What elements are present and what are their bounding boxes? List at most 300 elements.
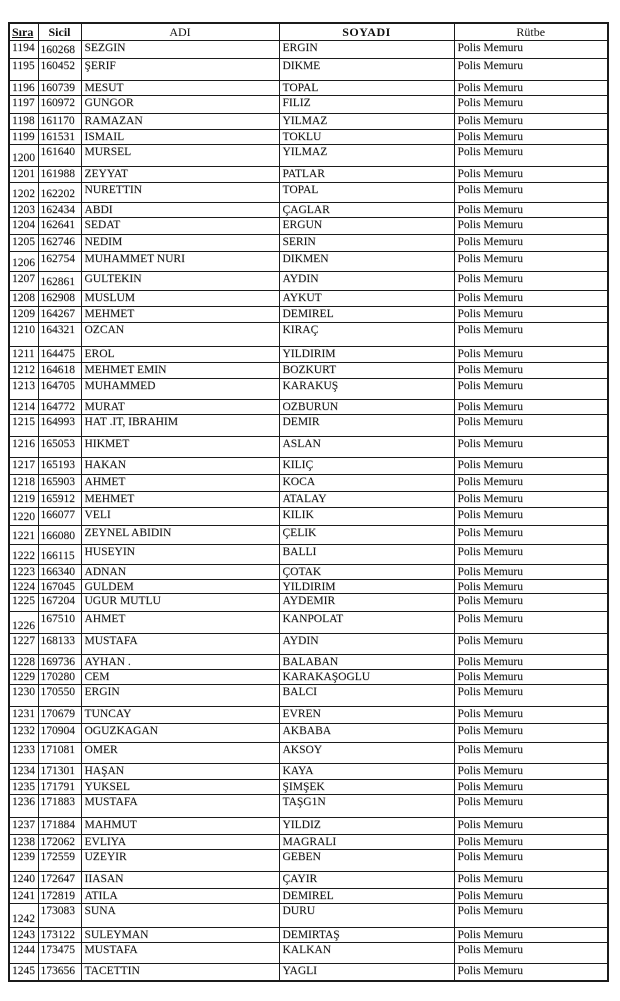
cell-soyadi: YAGLI	[279, 964, 454, 981]
cell-sicil: 171883	[38, 795, 81, 818]
table-row	[9, 707, 608, 724]
cell-adi: YUKSEL	[81, 780, 279, 795]
cell-sira: 1245	[9, 964, 38, 981]
cell-soyadi: PATLAR	[279, 166, 454, 182]
cell-adi: TUNCAY	[81, 707, 279, 724]
cell-sira: 1237	[9, 818, 38, 835]
cell-sicil: 171081	[38, 743, 81, 764]
cell-adi: SULEYMAN	[81, 928, 279, 943]
cell-sicil: 168133	[38, 634, 81, 655]
cell-soyadi: ERGIN	[279, 41, 454, 59]
cell-sicil: 165193	[38, 457, 81, 474]
cell-adi: MUSLUM	[81, 290, 279, 306]
cell-adi: ZEYYAT	[81, 166, 279, 182]
cell-adi: VELI	[81, 507, 279, 525]
table-row	[9, 457, 608, 474]
table-row	[9, 491, 608, 507]
column-header-rutbe: Rütbe	[454, 23, 608, 41]
cell-sira: 1227	[9, 634, 38, 655]
cell-sicil: 170550	[38, 685, 81, 707]
cell-rutbe: Polis Memuru	[454, 835, 608, 850]
table-row	[9, 818, 608, 835]
cell-adi: AHMET	[81, 612, 279, 634]
cell-soyadi: DIKMEN	[279, 251, 454, 271]
table-row	[9, 655, 608, 670]
cell-sicil: 170904	[38, 724, 81, 743]
cell-sicil: 162202	[38, 182, 81, 202]
cell-rutbe: Polis Memuru	[454, 271, 608, 290]
cell-adi: UGUR MUTLU	[81, 594, 279, 612]
cell-adi: NEDIM	[81, 234, 279, 251]
cell-sira: 1234	[9, 764, 38, 780]
cell-adi: HAŞAN	[81, 764, 279, 780]
cell-soyadi: DEMIRTAŞ	[279, 928, 454, 943]
cell-sira: 1199	[9, 129, 38, 144]
cell-sira: 1229	[9, 670, 38, 685]
cell-rutbe: Polis Memuru	[454, 818, 608, 835]
cell-soyadi: TOPAL	[279, 182, 454, 202]
cell-adi: MEHMET	[81, 491, 279, 507]
cell-sira: 1233	[9, 743, 38, 764]
cell-sira: 1219	[9, 491, 38, 507]
cell-sira: 1215	[9, 414, 38, 436]
cell-sira: 1197	[9, 95, 38, 113]
cell-sicil: 167045	[38, 579, 81, 594]
cell-sira: 1243	[9, 928, 38, 943]
cell-adi: MAHMUT	[81, 818, 279, 835]
cell-sicil: 160972	[38, 95, 81, 113]
cell-adi: HIKMET	[81, 436, 279, 457]
cell-rutbe: Polis Memuru	[454, 251, 608, 271]
cell-rutbe: Polis Memuru	[454, 436, 608, 457]
cell-sicil: 160452	[38, 59, 81, 81]
cell-soyadi: BALABAN	[279, 655, 454, 670]
cell-sicil: 162861	[38, 271, 81, 290]
table-row	[9, 889, 608, 904]
cell-rutbe: Polis Memuru	[454, 144, 608, 166]
cell-adi: ABDI	[81, 202, 279, 217]
cell-sicil: 164705	[38, 378, 81, 399]
cell-adi: HAKAN	[81, 457, 279, 474]
cell-adi: RAMAZAN	[81, 113, 279, 129]
cell-soyadi: YILDIRIM	[279, 579, 454, 594]
cell-rutbe: Polis Memuru	[454, 685, 608, 707]
cell-soyadi: OZBURUN	[279, 399, 454, 414]
cell-rutbe: Polis Memuru	[454, 850, 608, 872]
cell-adi: EROL	[81, 346, 279, 362]
cell-sicil: 165053	[38, 436, 81, 457]
cell-adi: UZEYIR	[81, 850, 279, 872]
cell-rutbe: Polis Memuru	[454, 655, 608, 670]
cell-sira: 1222	[9, 544, 38, 564]
cell-rutbe: Polis Memuru	[454, 564, 608, 579]
cell-sicil: 172819	[38, 889, 81, 904]
cell-soyadi: DURU	[279, 904, 454, 928]
cell-sira: 1228	[9, 655, 38, 670]
cell-rutbe: Polis Memuru	[454, 707, 608, 724]
cell-rutbe: Polis Memuru	[454, 41, 608, 59]
cell-sicil: 162754	[38, 251, 81, 271]
cell-soyadi: FILIZ	[279, 95, 454, 113]
cell-sicil: 172062	[38, 835, 81, 850]
cell-rutbe: Polis Memuru	[454, 166, 608, 182]
table-row	[9, 306, 608, 322]
cell-sicil: 166077	[38, 507, 81, 525]
cell-soyadi: BOZKURT	[279, 362, 454, 378]
cell-adi: HAT .IT, IBRAHIM	[81, 414, 279, 436]
cell-adi: NURETTIN	[81, 182, 279, 202]
cell-sira: 1244	[9, 943, 38, 964]
cell-soyadi: KOCA	[279, 474, 454, 491]
cell-sicil: 162746	[38, 234, 81, 251]
cell-sicil: 166340	[38, 564, 81, 579]
cell-soyadi: KILIK	[279, 507, 454, 525]
cell-rutbe: Polis Memuru	[454, 322, 608, 346]
table-row	[9, 182, 608, 202]
cell-rutbe: Polis Memuru	[454, 544, 608, 564]
cell-soyadi: DEMIREL	[279, 889, 454, 904]
table-row	[9, 234, 608, 251]
cell-sira: 1223	[9, 564, 38, 579]
cell-adi: MUSTAFA	[81, 795, 279, 818]
cell-adi: MUHAMMET NURI	[81, 251, 279, 271]
table-row	[9, 634, 608, 655]
cell-adi: ŞERIF	[81, 59, 279, 81]
cell-adi: GULTEKIN	[81, 271, 279, 290]
cell-soyadi: AYDIN	[279, 634, 454, 655]
cell-soyadi: TAŞG1N	[279, 795, 454, 818]
cell-soyadi: ATALAY	[279, 491, 454, 507]
cell-sira: 1226	[9, 612, 38, 634]
table-row	[9, 670, 608, 685]
cell-soyadi: DEMIREL	[279, 306, 454, 322]
cell-soyadi: KANPOLAT	[279, 612, 454, 634]
cell-sicil: 171884	[38, 818, 81, 835]
cell-rutbe: Polis Memuru	[454, 634, 608, 655]
cell-sira: 1212	[9, 362, 38, 378]
cell-sira: 1207	[9, 271, 38, 290]
table-row	[9, 41, 608, 59]
column-header-soyadi: SOYADI	[279, 23, 454, 41]
cell-sicil: 166080	[38, 525, 81, 544]
table-row	[9, 399, 608, 414]
cell-adi: MESUT	[81, 81, 279, 96]
cell-sicil: 172647	[38, 872, 81, 889]
table-row	[9, 166, 608, 182]
cell-adi: GULDEM	[81, 579, 279, 594]
cell-soyadi: YILDIRIM	[279, 346, 454, 362]
cell-soyadi: ÇAGLAR	[279, 202, 454, 217]
cell-sira: 1201	[9, 166, 38, 182]
cell-sicil: 173475	[38, 943, 81, 964]
cell-soyadi: AKBABA	[279, 724, 454, 743]
cell-soyadi: ÇELIK	[279, 525, 454, 544]
cell-adi: SEZGIN	[81, 41, 279, 59]
table-row	[9, 964, 608, 981]
cell-rutbe: Polis Memuru	[454, 507, 608, 525]
cell-sira: 1198	[9, 113, 38, 129]
cell-rutbe: Polis Memuru	[454, 217, 608, 234]
cell-soyadi: AYKUT	[279, 290, 454, 306]
cell-sira: 1241	[9, 889, 38, 904]
cell-rutbe: Polis Memuru	[454, 474, 608, 491]
cell-sira: 1214	[9, 399, 38, 414]
cell-adi: SUNA	[81, 904, 279, 928]
cell-sira: 1235	[9, 780, 38, 795]
cell-adi: ISMAIL	[81, 129, 279, 144]
cell-adi: ATILA	[81, 889, 279, 904]
cell-soyadi: GEBEN	[279, 850, 454, 872]
cell-sicil: 164993	[38, 414, 81, 436]
header-row	[9, 23, 608, 41]
table-row	[9, 129, 608, 144]
cell-adi: TACETTIN	[81, 964, 279, 981]
table-row	[9, 564, 608, 579]
cell-sira: 1225	[9, 594, 38, 612]
cell-sicil: 171791	[38, 780, 81, 795]
cell-sira: 1242	[9, 904, 38, 928]
table-row	[9, 928, 608, 943]
table-row	[9, 271, 608, 290]
table-row	[9, 780, 608, 795]
cell-rutbe: Polis Memuru	[454, 362, 608, 378]
table-row	[9, 95, 608, 113]
cell-sira: 1209	[9, 306, 38, 322]
cell-sira: 1208	[9, 290, 38, 306]
table-row	[9, 943, 608, 964]
table-row	[9, 144, 608, 166]
cell-rutbe: Polis Memuru	[454, 594, 608, 612]
cell-rutbe: Polis Memuru	[454, 724, 608, 743]
cell-soyadi: YILDIZ	[279, 818, 454, 835]
cell-sicil: 160268	[38, 41, 81, 59]
cell-soyadi: KIRAÇ	[279, 322, 454, 346]
cell-sira: 1213	[9, 378, 38, 399]
cell-rutbe: Polis Memuru	[454, 764, 608, 780]
table-row	[9, 59, 608, 81]
cell-sira: 1224	[9, 579, 38, 594]
cell-rutbe: Polis Memuru	[454, 904, 608, 928]
cell-rutbe: Polis Memuru	[454, 743, 608, 764]
table-row	[9, 202, 608, 217]
cell-soyadi: EVREN	[279, 707, 454, 724]
cell-adi: ADNAN	[81, 564, 279, 579]
cell-rutbe: Polis Memuru	[454, 306, 608, 322]
cell-rutbe: Polis Memuru	[454, 943, 608, 964]
table-row	[9, 414, 608, 436]
cell-adi: CEM	[81, 670, 279, 685]
cell-soyadi: ÇOTAK	[279, 564, 454, 579]
cell-sira: 1220	[9, 507, 38, 525]
cell-sicil: 167204	[38, 594, 81, 612]
cell-soyadi: ERGUN	[279, 217, 454, 234]
cell-soyadi: KALKAN	[279, 943, 454, 964]
table-row	[9, 346, 608, 362]
cell-rutbe: Polis Memuru	[454, 525, 608, 544]
cell-sicil: 173122	[38, 928, 81, 943]
cell-adi: MEHMET EMIN	[81, 362, 279, 378]
cell-soyadi: MAGRALI	[279, 835, 454, 850]
cell-rutbe: Polis Memuru	[454, 346, 608, 362]
cell-rutbe: Polis Memuru	[454, 579, 608, 594]
cell-sira: 1210	[9, 322, 38, 346]
table-row	[9, 474, 608, 491]
cell-sira: 1218	[9, 474, 38, 491]
cell-sira: 1202	[9, 182, 38, 202]
cell-sira: 1238	[9, 835, 38, 850]
table-row	[9, 904, 608, 928]
cell-sicil: 171301	[38, 764, 81, 780]
cell-sicil: 165912	[38, 491, 81, 507]
cell-sira: 1203	[9, 202, 38, 217]
cell-sira: 1230	[9, 685, 38, 707]
cell-soyadi: AKSOY	[279, 743, 454, 764]
cell-rutbe: Polis Memuru	[454, 795, 608, 818]
cell-soyadi: DIKME	[279, 59, 454, 81]
cell-soyadi: TOKLU	[279, 129, 454, 144]
cell-sicil: 164618	[38, 362, 81, 378]
cell-sicil: 172559	[38, 850, 81, 872]
cell-rutbe: Polis Memuru	[454, 81, 608, 96]
cell-sira: 1231	[9, 707, 38, 724]
table-row	[9, 544, 608, 564]
table-row	[9, 507, 608, 525]
table-body	[9, 41, 608, 981]
table-row	[9, 378, 608, 399]
cell-rutbe: Polis Memuru	[454, 113, 608, 129]
cell-rutbe: Polis Memuru	[454, 399, 608, 414]
cell-soyadi: BALCI	[279, 685, 454, 707]
personnel-table	[8, 22, 609, 982]
cell-sicil: 167510	[38, 612, 81, 634]
table-row	[9, 579, 608, 594]
cell-soyadi: KARAKAŞOGLU	[279, 670, 454, 685]
cell-adi: SEDAT	[81, 217, 279, 234]
cell-rutbe: Polis Memuru	[454, 95, 608, 113]
cell-sicil: 161988	[38, 166, 81, 182]
cell-sicil: 170280	[38, 670, 81, 685]
table-row	[9, 795, 608, 818]
table-row	[9, 217, 608, 234]
cell-adi: OGUZKAGAN	[81, 724, 279, 743]
cell-soyadi: KARAKUŞ	[279, 378, 454, 399]
cell-rutbe: Polis Memuru	[454, 457, 608, 474]
cell-rutbe: Polis Memuru	[454, 129, 608, 144]
cell-adi: HUSEYIN	[81, 544, 279, 564]
cell-sira: 1200	[9, 144, 38, 166]
cell-sicil: 161170	[38, 113, 81, 129]
cell-adi: MUSTAFA	[81, 634, 279, 655]
cell-adi: MURSEL	[81, 144, 279, 166]
cell-rutbe: Polis Memuru	[454, 612, 608, 634]
cell-sira: 1221	[9, 525, 38, 544]
cell-sicil: 166115	[38, 544, 81, 564]
cell-rutbe: Polis Memuru	[454, 202, 608, 217]
column-header-sicil: Sicil	[38, 23, 81, 41]
cell-adi: MURAT	[81, 399, 279, 414]
cell-rutbe: Polis Memuru	[454, 872, 608, 889]
cell-rutbe: Polis Memuru	[454, 182, 608, 202]
cell-adi: IIASAN	[81, 872, 279, 889]
cell-sicil: 165903	[38, 474, 81, 491]
cell-sira: 1195	[9, 59, 38, 81]
cell-soyadi: AYDIN	[279, 271, 454, 290]
table-row	[9, 724, 608, 743]
table-row	[9, 764, 608, 780]
table-row	[9, 436, 608, 457]
cell-soyadi: KILIÇ	[279, 457, 454, 474]
table-row	[9, 835, 608, 850]
cell-adi: OMER	[81, 743, 279, 764]
cell-sira: 1204	[9, 217, 38, 234]
cell-soyadi: YILMAZ	[279, 144, 454, 166]
cell-soyadi: ASLAN	[279, 436, 454, 457]
cell-sicil: 161640	[38, 144, 81, 166]
table-row	[9, 290, 608, 306]
cell-rutbe: Polis Memuru	[454, 670, 608, 685]
table-row	[9, 743, 608, 764]
cell-rutbe: Polis Memuru	[454, 234, 608, 251]
cell-sira: 1239	[9, 850, 38, 872]
cell-sira: 1240	[9, 872, 38, 889]
table-row	[9, 525, 608, 544]
cell-sira: 1216	[9, 436, 38, 457]
cell-adi: AYHAN .	[81, 655, 279, 670]
cell-soyadi: BALLI	[279, 544, 454, 564]
cell-sicil: 164321	[38, 322, 81, 346]
cell-rutbe: Polis Memuru	[454, 889, 608, 904]
cell-sicil: 162434	[38, 202, 81, 217]
cell-sira: 1232	[9, 724, 38, 743]
cell-sicil: 164772	[38, 399, 81, 414]
cell-sira: 1217	[9, 457, 38, 474]
cell-adi: MEHMET	[81, 306, 279, 322]
cell-adi: OZCAN	[81, 322, 279, 346]
cell-adi: ZEYNEL ABIDIN	[81, 525, 279, 544]
cell-sira: 1205	[9, 234, 38, 251]
table-row	[9, 594, 608, 612]
cell-sira: 1196	[9, 81, 38, 96]
cell-rutbe: Polis Memuru	[454, 928, 608, 943]
table-row	[9, 322, 608, 346]
cell-sicil: 162641	[38, 217, 81, 234]
cell-sicil: 170679	[38, 707, 81, 724]
cell-soyadi: SERIN	[279, 234, 454, 251]
cell-rutbe: Polis Memuru	[454, 491, 608, 507]
cell-sira: 1194	[9, 41, 38, 59]
cell-sicil: 160739	[38, 81, 81, 96]
cell-adi: MUHAMMED	[81, 378, 279, 399]
cell-rutbe: Polis Memuru	[454, 414, 608, 436]
cell-rutbe: Polis Memuru	[454, 59, 608, 81]
cell-sira: 1236	[9, 795, 38, 818]
cell-rutbe: Polis Memuru	[454, 378, 608, 399]
cell-adi: AHMET	[81, 474, 279, 491]
cell-adi: EVLIYA	[81, 835, 279, 850]
cell-adi: MUSTAFA	[81, 943, 279, 964]
column-header-adi: ADI	[81, 23, 279, 41]
cell-sira: 1206	[9, 251, 38, 271]
table-row	[9, 612, 608, 634]
cell-rutbe: Polis Memuru	[454, 964, 608, 981]
cell-sicil: 164475	[38, 346, 81, 362]
cell-soyadi: DEMIR	[279, 414, 454, 436]
cell-rutbe: Polis Memuru	[454, 290, 608, 306]
cell-adi: GUNGOR	[81, 95, 279, 113]
table-row	[9, 362, 608, 378]
cell-soyadi: AYDEMIR	[279, 594, 454, 612]
cell-sicil: 173083	[38, 904, 81, 928]
